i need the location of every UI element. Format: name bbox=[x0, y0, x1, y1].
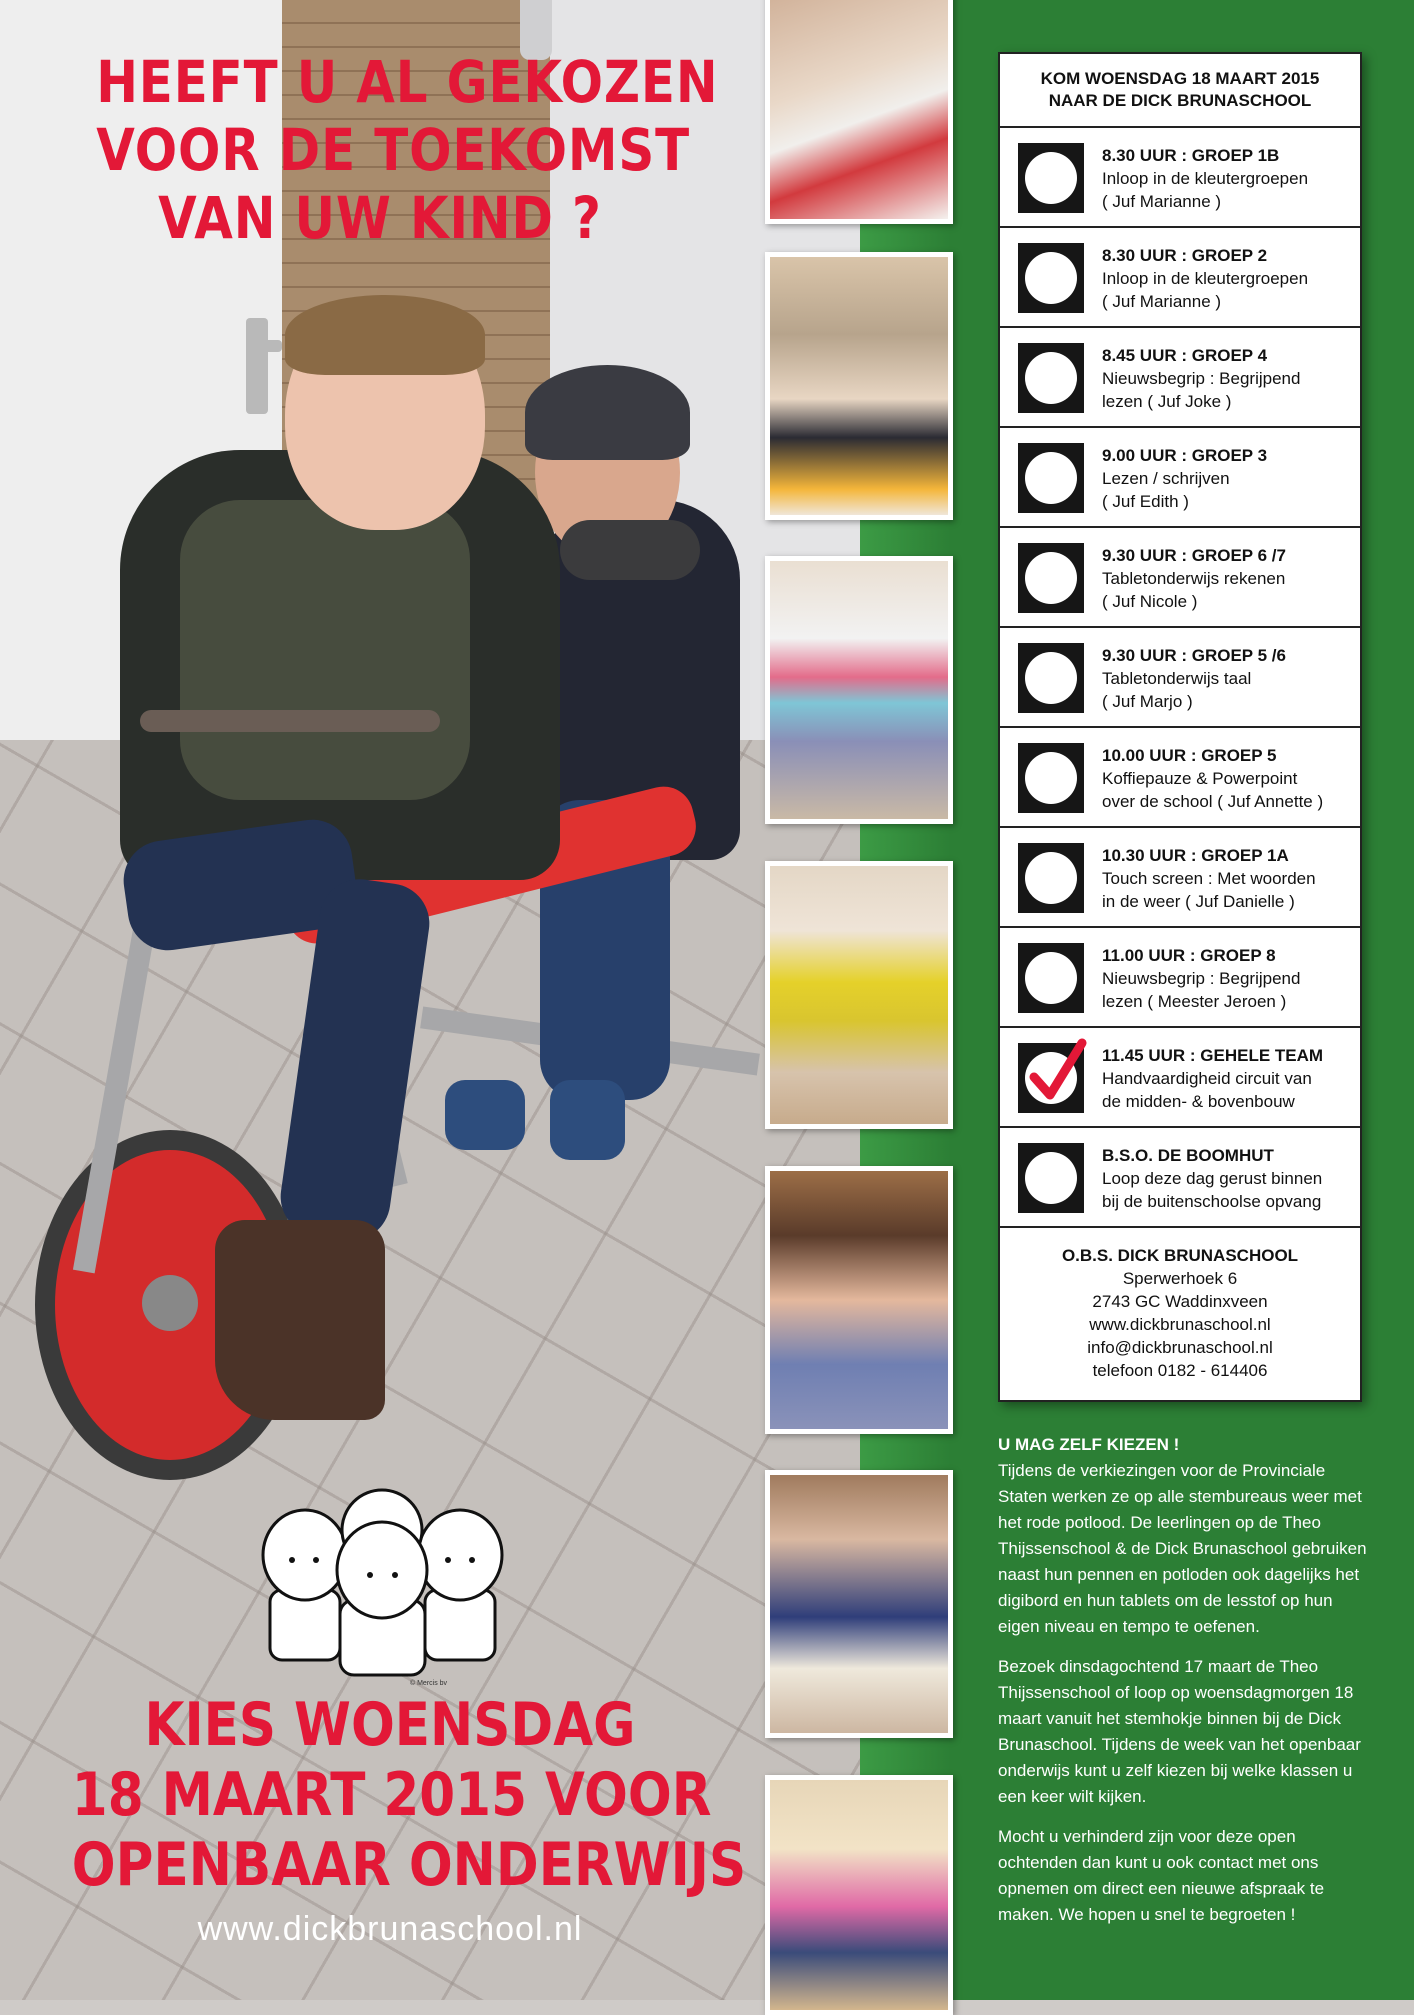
checkbox[interactable] bbox=[1018, 743, 1084, 813]
headline-line: VAN UW KIND ? bbox=[158, 184, 602, 252]
schedule-item-title: 10.30 UUR : GROEP 1A bbox=[1102, 846, 1289, 865]
schedule-item-title: B.S.O. DE BOOMHUT bbox=[1102, 1146, 1274, 1165]
schedule-item[interactable] bbox=[1000, 328, 1360, 428]
bottom-title-line: 18 MAART 2015 VOOR bbox=[71, 1760, 712, 1830]
address-email[interactable]: info@dickbrunaschool.nl bbox=[1087, 1338, 1273, 1357]
circle-icon bbox=[1025, 752, 1077, 804]
photo-thumbnail bbox=[765, 252, 953, 520]
schedule-item[interactable] bbox=[1000, 728, 1360, 828]
schedule-item-line: Handvaardigheid circuit van bbox=[1102, 1069, 1312, 1088]
schedule-item-title: 9.00 UUR : GROEP 3 bbox=[1102, 446, 1268, 465]
bike-wheel-hub bbox=[142, 1275, 198, 1331]
child-two-shoe-left bbox=[445, 1080, 525, 1150]
schedule-item-line: ( Juf Marjo ) bbox=[1102, 692, 1193, 711]
schedule-item-line: Nieuwsbegrip : Begrijpend bbox=[1102, 369, 1301, 388]
schedule-item-line: Inloop in de kleutergroepen bbox=[1102, 269, 1309, 288]
schedule-item-line: Nieuwsbegrip : Begrijpend bbox=[1102, 969, 1301, 988]
child-one-boot bbox=[215, 1220, 385, 1420]
schedule-item-selected[interactable] bbox=[1000, 1028, 1360, 1128]
schedule-item-title: 8.45 UUR : GROEP 4 bbox=[1102, 346, 1268, 365]
schedule-item-title: 9.30 UUR : GROEP 5 /6 bbox=[1102, 646, 1286, 665]
schedule-item-line: Touch screen : Met woorden bbox=[1102, 869, 1316, 888]
child-one-jacket-front bbox=[180, 500, 470, 800]
child-two-scarf bbox=[560, 520, 700, 580]
bike-handlebar bbox=[140, 710, 440, 732]
info-paragraph: Bezoek dinsdagochtend 17 maart de Theo Thijssenschool of loop op woensdagmorgen 18 maart vanuit het stemhokje binnen bij de Dick Brunaschool. Tijdens de week van het openbaar onderwijs kunt u zelf kiezen bij welke klassen u een keer wilt kijken. bbox=[998, 1657, 1361, 1806]
child-two-hat bbox=[525, 365, 690, 460]
checkbox[interactable] bbox=[1018, 1143, 1084, 1213]
checkbox[interactable] bbox=[1018, 843, 1084, 913]
schedule-item-line: over de school ( Juf Annette ) bbox=[1102, 792, 1324, 811]
schedule-item[interactable] bbox=[1000, 928, 1360, 1028]
checkbox[interactable] bbox=[1018, 643, 1084, 713]
schedule-item-line: lezen ( Meester Jeroen ) bbox=[1102, 992, 1287, 1011]
photo-thumbnail bbox=[765, 556, 953, 824]
address-street: Sperwerhoek 6 bbox=[1122, 1269, 1238, 1288]
photo-thumbnail bbox=[765, 1470, 953, 1738]
schedule-item[interactable] bbox=[1000, 828, 1360, 928]
headline-line: VOOR DE TOEKOMST bbox=[96, 116, 691, 184]
circle-icon bbox=[1025, 352, 1077, 404]
info-paragraph: Tijdens de verkiezingen voor de Provinciale Staten werken ze op alle stembureaus weer met het rode potlood. De leerlingen op de Theo Thijssenschool & de Dick Brunaschool gebruiken naast hun pennen en potloden ook dagelijks het digibord en hun tablets om de lesstof op hun eigen niveau en tempo te oefenen. bbox=[998, 1461, 1367, 1636]
schedule-header bbox=[1000, 54, 1360, 128]
schedule-item-title: 9.30 UUR : GROEP 6 /7 bbox=[1102, 546, 1286, 565]
schedule-item-line: ( Juf Nicole ) bbox=[1102, 592, 1198, 611]
checkbox[interactable] bbox=[1018, 343, 1084, 413]
schedule-item-line: lezen ( Juf Joke ) bbox=[1102, 392, 1232, 411]
checkbox[interactable] bbox=[1018, 943, 1084, 1013]
circle-icon bbox=[1025, 252, 1077, 304]
schedule-item[interactable] bbox=[1000, 1128, 1360, 1228]
schedule-item[interactable] bbox=[1000, 628, 1360, 728]
schedule-item-line: de midden- & bovenbouw bbox=[1102, 1092, 1295, 1111]
red-checkmark-icon bbox=[1024, 1037, 1088, 1109]
checkbox[interactable] bbox=[1018, 143, 1084, 213]
door-handle-lever bbox=[246, 340, 282, 352]
schedule-item-line: Lezen / schrijven bbox=[1102, 469, 1230, 488]
logo-copyright: © Mercis bv bbox=[410, 1680, 448, 1687]
schedule-card bbox=[998, 52, 1362, 1402]
circle-icon bbox=[1025, 1152, 1077, 1204]
school-address bbox=[1000, 1228, 1360, 1382]
schedule-item-line: Inloop in de kleutergroepen bbox=[1102, 169, 1309, 188]
checkbox[interactable] bbox=[1018, 543, 1084, 613]
schedule-header-line: KOM WOENSDAG 18 MAART 2015 bbox=[1040, 69, 1320, 88]
bottom-title-line: OPENBAAR ONDERWIJS bbox=[71, 1830, 747, 1900]
photo-thumbnail bbox=[765, 0, 953, 224]
address-phone: telefoon 0182 - 614406 bbox=[1092, 1361, 1268, 1380]
checkbox[interactable] bbox=[1018, 443, 1084, 513]
door-handle bbox=[246, 318, 268, 414]
schedule-item-line: Tabletonderwijs taal bbox=[1102, 669, 1252, 688]
schedule-item-line: Loop deze dag gerust binnen bbox=[1102, 1169, 1323, 1188]
schedule-item-line: ( Juf Marianne ) bbox=[1102, 292, 1222, 311]
schedule-item-line: Tabletonderwijs rekenen bbox=[1102, 569, 1286, 588]
schedule-header-line: NAAR DE DICK BRUNASCHOOL bbox=[1048, 91, 1312, 110]
schedule-item-line: bij de buitenschoolse opvang bbox=[1102, 1192, 1322, 1211]
photo-thumbnail bbox=[765, 1166, 953, 1434]
child-one-hair bbox=[285, 295, 485, 375]
circle-icon bbox=[1025, 152, 1077, 204]
circle-icon bbox=[1025, 952, 1077, 1004]
circle-icon bbox=[1025, 652, 1077, 704]
headline bbox=[96, 48, 719, 252]
schedule-item[interactable] bbox=[1000, 128, 1360, 228]
checkbox[interactable] bbox=[1018, 243, 1084, 313]
schedule-item[interactable] bbox=[1000, 428, 1360, 528]
info-heading: U MAG ZELF KIEZEN ! bbox=[998, 1435, 1180, 1454]
photo-thumbnail bbox=[765, 1775, 953, 2015]
bottom-title-line: KIES WOENSDAG bbox=[144, 1690, 636, 1760]
schedule-item-line: ( Juf Edith ) bbox=[1102, 492, 1189, 511]
headline-line: HEEFT U AL GEKOZEN bbox=[96, 48, 719, 116]
school-name: O.B.S. DICK BRUNASCHOOL bbox=[1061, 1246, 1299, 1265]
address-city: 2743 GC Waddinxveen bbox=[1092, 1292, 1268, 1311]
circle-icon bbox=[1025, 552, 1077, 604]
school-logo bbox=[250, 1480, 515, 1690]
schedule-item-title: 8.30 UUR : GROEP 1B bbox=[1102, 146, 1280, 165]
child-two-shoe bbox=[550, 1080, 625, 1160]
schedule-item-title: 8.30 UUR : GROEP 2 bbox=[1102, 246, 1268, 265]
bottom-title bbox=[71, 1690, 747, 1900]
schedule-item-line: Koffiepauze & Powerpoint bbox=[1102, 769, 1298, 788]
schedule-item-line: ( Juf Marianne ) bbox=[1102, 192, 1222, 211]
schedule-item-line: in de weer ( Juf Danielle ) bbox=[1102, 892, 1295, 911]
circle-icon bbox=[1025, 852, 1077, 904]
photo-thumbnail bbox=[765, 861, 953, 1129]
circle-icon bbox=[1025, 452, 1077, 504]
schedule-item-title: 10.00 UUR : GROEP 5 bbox=[1102, 746, 1277, 765]
schedule-item-title: 11.45 UUR : GEHELE TEAM bbox=[1102, 1046, 1324, 1065]
schedule-item-title: 11.00 UUR : GROEP 8 bbox=[1102, 946, 1276, 965]
info-text bbox=[998, 1432, 1370, 1942]
website-url[interactable]: www.dickbrunaschool.nl bbox=[197, 1910, 583, 1948]
checkbox-checked[interactable] bbox=[1018, 1043, 1084, 1113]
info-paragraph: Mocht u verhinderd zijn voor deze open ochtenden dan kunt u ook contact met ons opnemen om direct een nieuwe afspraak te maken. We hopen u snel te begroeten ! bbox=[998, 1827, 1325, 1924]
schedule-item[interactable] bbox=[1000, 528, 1360, 628]
schedule-item[interactable] bbox=[1000, 228, 1360, 328]
address-website[interactable]: www.dickbrunaschool.nl bbox=[1089, 1315, 1271, 1334]
